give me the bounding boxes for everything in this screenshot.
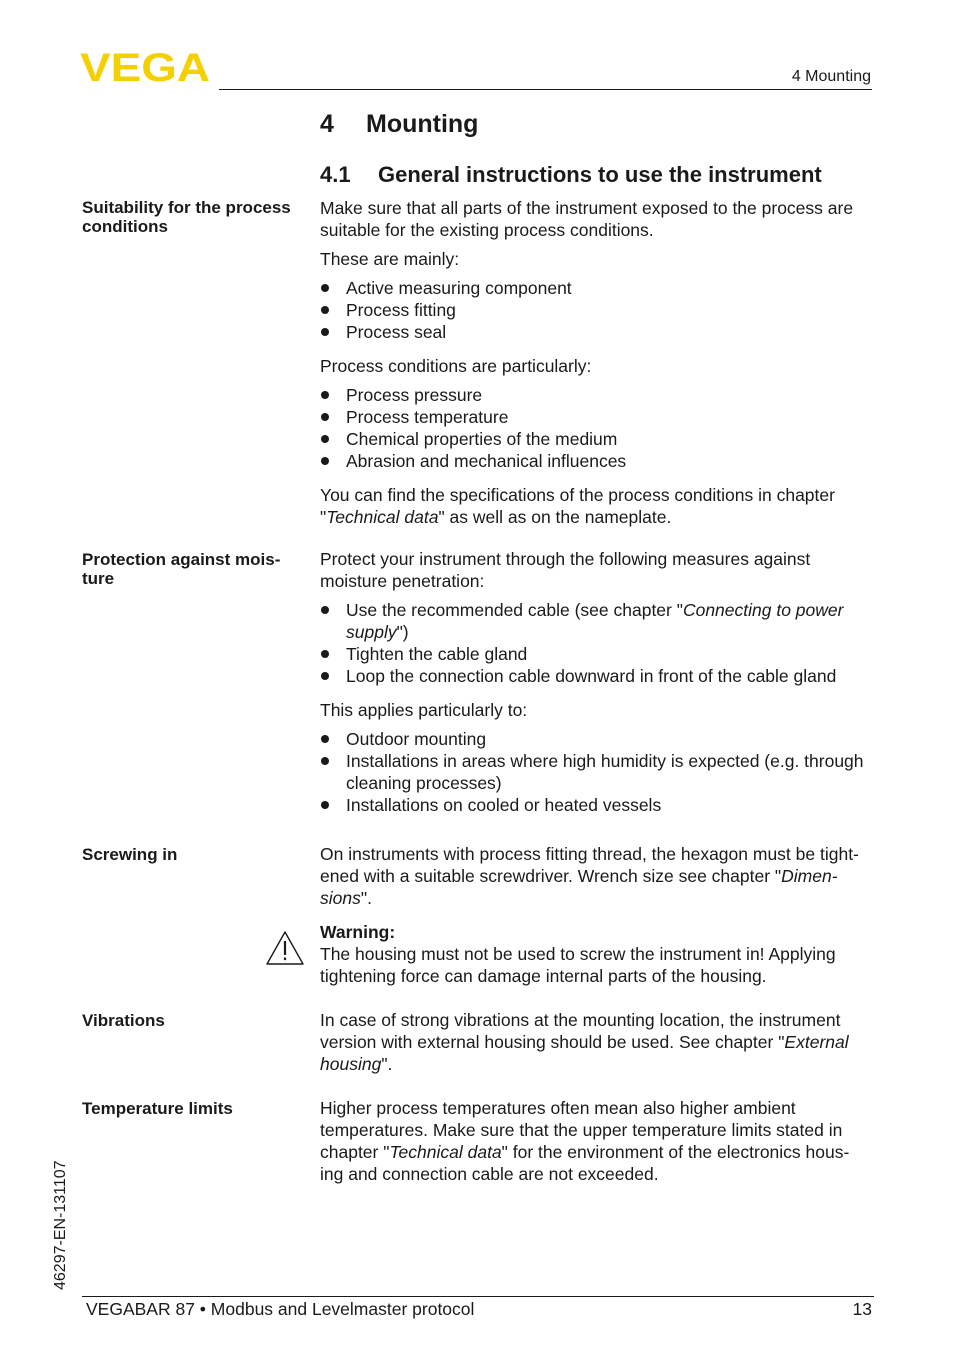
header-rule	[219, 89, 872, 90]
list-item: Chemical properties of the medium	[320, 428, 876, 450]
bullet-icon	[321, 284, 329, 292]
chapter-reference: Dimen- sions	[320, 866, 838, 908]
suitability-spec-note: You can find the specifications of the process conditions in chapter "Technical data" as well as on the nameplate.	[320, 485, 835, 527]
warning-icon	[265, 930, 305, 966]
suitability-body	[320, 197, 876, 535]
vega-logo	[80, 50, 212, 84]
warning-title: Warning:	[320, 922, 396, 942]
header-section-label: 4 Mounting	[791, 68, 871, 85]
chapter-reference: Connecting to power supply	[346, 600, 844, 642]
chapter-title-text: Mounting	[366, 110, 479, 138]
conditions-list	[320, 384, 876, 472]
list-item: Tighten the cable gland	[320, 643, 876, 665]
temperature-body	[320, 1097, 876, 1192]
moisture-label: Protection against mois- ture	[82, 550, 281, 588]
suitability-intro: Make sure that all parts of the instrument exposed to the process are suitable for the existing process conditions.	[320, 198, 854, 240]
list-item: Installations on cooled or heated vessels	[320, 794, 876, 816]
list-item: Loop the connection cable downward in front of the cable gland	[320, 665, 876, 687]
list-item: Installations in areas where high humidity is expected (e.g. through cleaning processes)	[320, 750, 876, 794]
chapter-number: 4	[320, 110, 334, 138]
bullet-icon	[321, 328, 329, 336]
list-item: Use the recommended cable (see chapter "Connecting to power supply")	[320, 599, 876, 643]
vibrations-text: In case of strong vibrations at the mounting location, the instrument version with external housing should be used. See chapter "External housing".	[320, 1010, 849, 1074]
bullet-icon	[321, 801, 329, 809]
moisture-measures-list	[320, 599, 876, 687]
bullet-icon	[321, 650, 329, 658]
bullet-icon	[321, 735, 329, 743]
moisture-applies-label: This applies particularly to:	[320, 700, 528, 720]
chapter-title	[320, 110, 478, 139]
section-number: 4.1	[320, 162, 351, 187]
temperature-label: Temperature limits	[82, 1099, 233, 1118]
moisture-body	[320, 548, 876, 828]
screwing-body	[320, 843, 876, 987]
mainly-list	[320, 277, 876, 343]
chapter-reference: Technical data	[326, 507, 439, 527]
list-item: Process fitting	[320, 299, 876, 321]
suitability-mainly-label: These are mainly:	[320, 249, 460, 269]
bullet-icon	[321, 391, 329, 399]
vibrations-label: Vibrations	[82, 1011, 165, 1030]
list-item: Abrasion and mechanical influences	[320, 450, 876, 472]
moisture-intro: Protect your instrument through the following measures against moisture penetration:	[320, 549, 811, 591]
footer-title: VEGABAR 87 • Modbus and Levelmaster protocol	[86, 1299, 475, 1319]
vibrations-body	[320, 1009, 876, 1082]
list-item: Process temperature	[320, 406, 876, 428]
bullet-icon	[321, 457, 329, 465]
warning-text: The housing must not be used to screw the instrument in! Applying tightening force can damage internal parts of the housing.	[320, 944, 836, 986]
bullet-icon	[321, 306, 329, 314]
list-item: Process pressure	[320, 384, 876, 406]
list-item: Active measuring component	[320, 277, 876, 299]
temperature-text: Higher process temperatures often mean also higher ambient temperatures. Make sure that the upper temperature limits stated in chapter "Technical data" for the environment of the electronics hous- ing and connection cable are not exceeded.	[320, 1098, 850, 1184]
chapter-reference: Technical data	[389, 1142, 502, 1162]
section-title-text: General instructions to use the instrument	[378, 162, 822, 187]
bullet-icon	[321, 435, 329, 443]
section-title	[320, 162, 822, 188]
list-item: Process seal	[320, 321, 876, 343]
screwing-label: Screwing in	[82, 845, 178, 864]
bullet-icon	[321, 757, 329, 765]
vega-logo-text: VEGA	[80, 50, 210, 84]
moisture-applies-list	[320, 728, 876, 816]
chapter-reference: External housing	[320, 1032, 849, 1074]
page-number: 13	[852, 1299, 872, 1319]
list-item: Outdoor mounting	[320, 728, 876, 750]
document-id: 46297-EN-131107	[52, 1160, 69, 1290]
bullet-icon	[321, 413, 329, 421]
bullet-icon	[321, 672, 329, 680]
bullet-icon	[321, 606, 329, 614]
footer-rule	[82, 1296, 874, 1297]
suitability-conditions-label: Process conditions are particularly:	[320, 356, 592, 376]
screwing-text: On instruments with process fitting thread, the hexagon must be tight- ened with a suitable screwdriver. Wrench size see chapter "Dimen- sions".	[320, 844, 859, 908]
suitability-label: Suitability for the process conditions	[82, 198, 291, 236]
